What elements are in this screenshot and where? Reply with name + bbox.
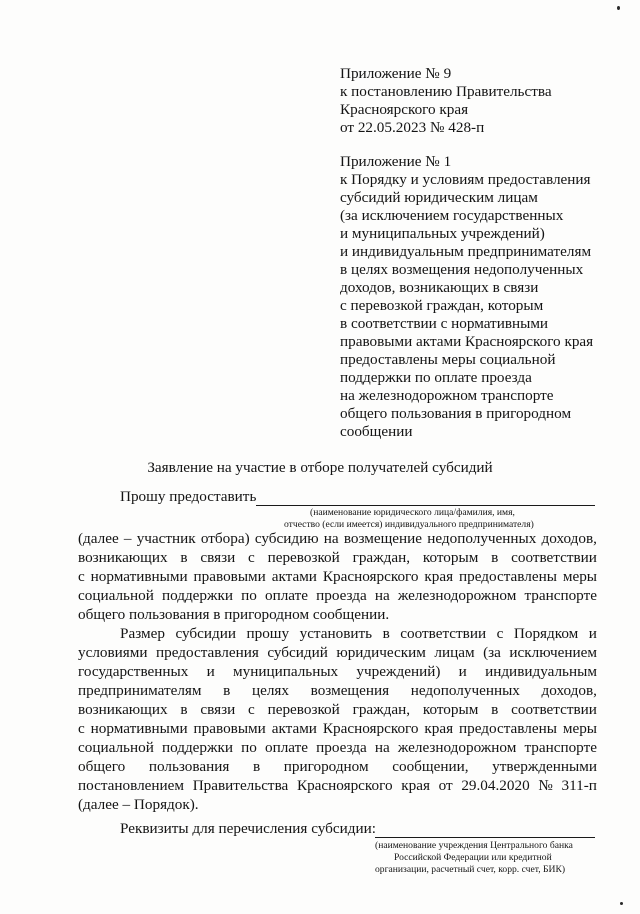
word: возмещения: [310, 682, 390, 699]
word: в: [180, 701, 188, 718]
paragraph-2-line: (далее – Порядок).: [78, 796, 199, 813]
word: оплате: [264, 587, 308, 604]
word: учреждений): [356, 663, 441, 680]
paragraph-2-line: [78, 758, 597, 776]
word: на: [374, 739, 390, 756]
word: проезда: [316, 739, 367, 756]
word: социальной: [78, 587, 154, 604]
word: субсидий: [267, 644, 328, 661]
word: нормативными: [90, 568, 188, 585]
word: на: [323, 530, 339, 547]
word: транспорте: [524, 739, 597, 756]
bank-requisites-hint: Российской Федерации или кредитной: [394, 852, 552, 863]
word: пользования: [148, 758, 230, 775]
appendix-1-line: и индивидуальным предпринимателям: [340, 243, 592, 260]
word: возмещение: [343, 530, 423, 547]
word: утвержденными: [492, 758, 597, 775]
word: 29.04.2020: [461, 777, 530, 794]
request-label: Прошу предоставить: [120, 488, 257, 505]
word: возникающих: [78, 701, 168, 718]
word: которым: [422, 549, 479, 566]
word: установить: [299, 625, 373, 642]
word: юридическим: [336, 644, 426, 661]
word: на: [374, 587, 390, 604]
paragraph-1-line: [78, 549, 597, 567]
applicant-name-hint: (наименование юридического лица/фамилия, имя,: [310, 507, 515, 518]
word: субсидию: [254, 530, 319, 547]
word: соответствии: [511, 701, 597, 718]
word: сообщении,: [392, 758, 469, 775]
scan-speck: [617, 6, 620, 10]
paragraph-2-line: [78, 663, 597, 681]
word: в: [180, 549, 188, 566]
word: железнодорожном: [397, 739, 517, 756]
paragraph-1-line: общего пользования в пригородном сообщении.: [78, 606, 390, 623]
word: от: [438, 777, 453, 794]
word: в: [491, 549, 499, 566]
word: края: [424, 568, 454, 585]
requisites-label: Реквизиты для перечисления субсидии:: [120, 820, 376, 837]
word: края: [401, 777, 430, 794]
word: социальной: [78, 739, 154, 756]
word: соответствии: [511, 549, 597, 566]
word: в: [382, 625, 390, 642]
appendix-1-line: к Порядку и условиям предоставления: [340, 171, 591, 188]
word: которым: [422, 701, 479, 718]
word: с: [248, 701, 255, 718]
word: транспорте: [524, 587, 597, 604]
paragraph-2-line: [78, 777, 597, 795]
word: возникающих: [78, 549, 168, 566]
word: с: [248, 549, 255, 566]
word: связи: [200, 701, 236, 718]
word: соответствии: [400, 625, 487, 642]
word: в: [223, 682, 231, 699]
word: края: [424, 720, 454, 737]
word: Красноярского: [322, 720, 419, 737]
word: Правительства: [192, 777, 289, 794]
word: субсидии: [175, 625, 236, 642]
appendix-9-line: к постановлению Правительства: [340, 83, 552, 100]
paragraph-2-line: [78, 739, 597, 757]
word: (далее: [78, 530, 119, 547]
appendix-1-line: и муниципальных учреждений): [340, 225, 545, 242]
appendix-9-title: Приложение № 9: [340, 65, 452, 82]
word: и: [206, 663, 215, 680]
word: доходов,: [541, 682, 597, 699]
word: –: [123, 530, 132, 547]
appendix-1-line: в соответствии с нормативными: [340, 315, 549, 332]
word: перевозкой: [267, 549, 340, 566]
word: меры: [562, 568, 597, 585]
word: государственных: [78, 663, 189, 680]
word: пригородном: [283, 758, 369, 775]
appendix-1-line: поддержки по оплате проезда: [340, 369, 532, 386]
scan-speck: [620, 902, 623, 905]
word: по: [241, 587, 257, 604]
word: исключением: [509, 644, 597, 661]
word: правовыми: [193, 720, 266, 737]
word: граждан,: [352, 701, 411, 718]
bank-requisites-field[interactable]: [375, 837, 595, 838]
paragraph-1-line: [78, 568, 597, 586]
word: недополученных: [427, 530, 537, 547]
word: 311-п: [561, 777, 597, 794]
word: №: [538, 777, 553, 794]
word: проезда: [316, 587, 367, 604]
word: муниципальных: [233, 663, 339, 680]
word: актами: [271, 568, 317, 585]
bank-requisites-hint: организации, расчетный счет, корр. счет, БИК): [375, 864, 566, 875]
word: предоставлены: [459, 720, 557, 737]
word: в: [491, 701, 499, 718]
word: с: [496, 625, 504, 642]
word: с: [78, 568, 85, 585]
word: Размер: [120, 625, 165, 642]
word: общего: [78, 758, 126, 775]
word: с: [78, 720, 85, 737]
appendix-1-line: сообщении: [340, 423, 413, 440]
paragraph-1-line: [78, 530, 597, 548]
bank-requisites-hint: (наименование учреждения Центрального банка: [375, 840, 573, 851]
applicant-name-field[interactable]: [256, 505, 595, 506]
appendix-1-line: с перевозкой граждан, которым: [340, 297, 544, 314]
paragraph-2-line: [78, 701, 597, 719]
word: (за: [483, 644, 501, 661]
appendix-1-line: общего пользования в пригородном: [340, 405, 572, 422]
word: Красноярского: [322, 568, 419, 585]
appendix-1-line: правовыми актами Красноярского края: [340, 333, 594, 350]
word: оплате: [264, 739, 308, 756]
appendix-1-line: предоставлены меры социальной: [340, 351, 556, 368]
paragraph-2-line: [78, 720, 597, 738]
appendix-9-date: от 22.05.2023 № 428-п: [340, 119, 485, 136]
paragraph-2-line: [120, 625, 597, 643]
word: актами: [271, 720, 317, 737]
word: меры: [562, 720, 597, 737]
paragraph-1-line: [78, 587, 597, 605]
document-title: Заявление на участие в отборе получателей субсидий: [147, 459, 493, 476]
word: предпринимателям: [78, 682, 202, 699]
word: прошу: [246, 625, 290, 642]
word: в: [252, 758, 261, 775]
appendix-1-line: доходов, возникающих в связи: [340, 279, 539, 296]
paragraph-2-line: [78, 682, 597, 700]
word: по: [241, 739, 257, 756]
word: поддержки: [161, 587, 234, 604]
word: граждан,: [352, 549, 411, 566]
paragraph-2-line: [78, 644, 597, 662]
word: Красноярского: [296, 777, 393, 794]
word: целях: [251, 682, 289, 699]
applicant-name-hint: отчество (если имеется) индивидуального предпринимателя): [284, 519, 534, 530]
appendix-1-line: в целях возмещения недополученных: [340, 261, 584, 278]
word: и: [588, 625, 597, 642]
word: отбора): [200, 530, 250, 547]
word: правовыми: [193, 568, 266, 585]
appendix-1-title: Приложение № 1: [340, 153, 452, 170]
appendix-1-line: (за исключением государственных: [340, 207, 564, 224]
appendix-1-line: субсидий юридическим лицам: [340, 189, 538, 206]
word: доходов,: [541, 530, 597, 547]
word: поддержки: [161, 739, 234, 756]
word: участник: [136, 530, 196, 547]
appendix-9-line: Красноярского края: [340, 101, 469, 118]
word: связи: [200, 549, 236, 566]
word: железнодорожном: [397, 587, 517, 604]
word: условиями: [78, 644, 148, 661]
word: перевозкой: [267, 701, 340, 718]
word: предоставлены: [459, 568, 557, 585]
word: нормативными: [90, 720, 188, 737]
word: постановлением: [78, 777, 185, 794]
appendix-1-line: на железнодорожном транспорте: [340, 387, 554, 404]
word: индивидуальным: [485, 663, 597, 680]
word: предоставления: [156, 644, 259, 661]
word: лицам: [434, 644, 475, 661]
word: и: [458, 663, 467, 680]
word: Порядком: [513, 625, 579, 642]
word: недополученных: [410, 682, 520, 699]
